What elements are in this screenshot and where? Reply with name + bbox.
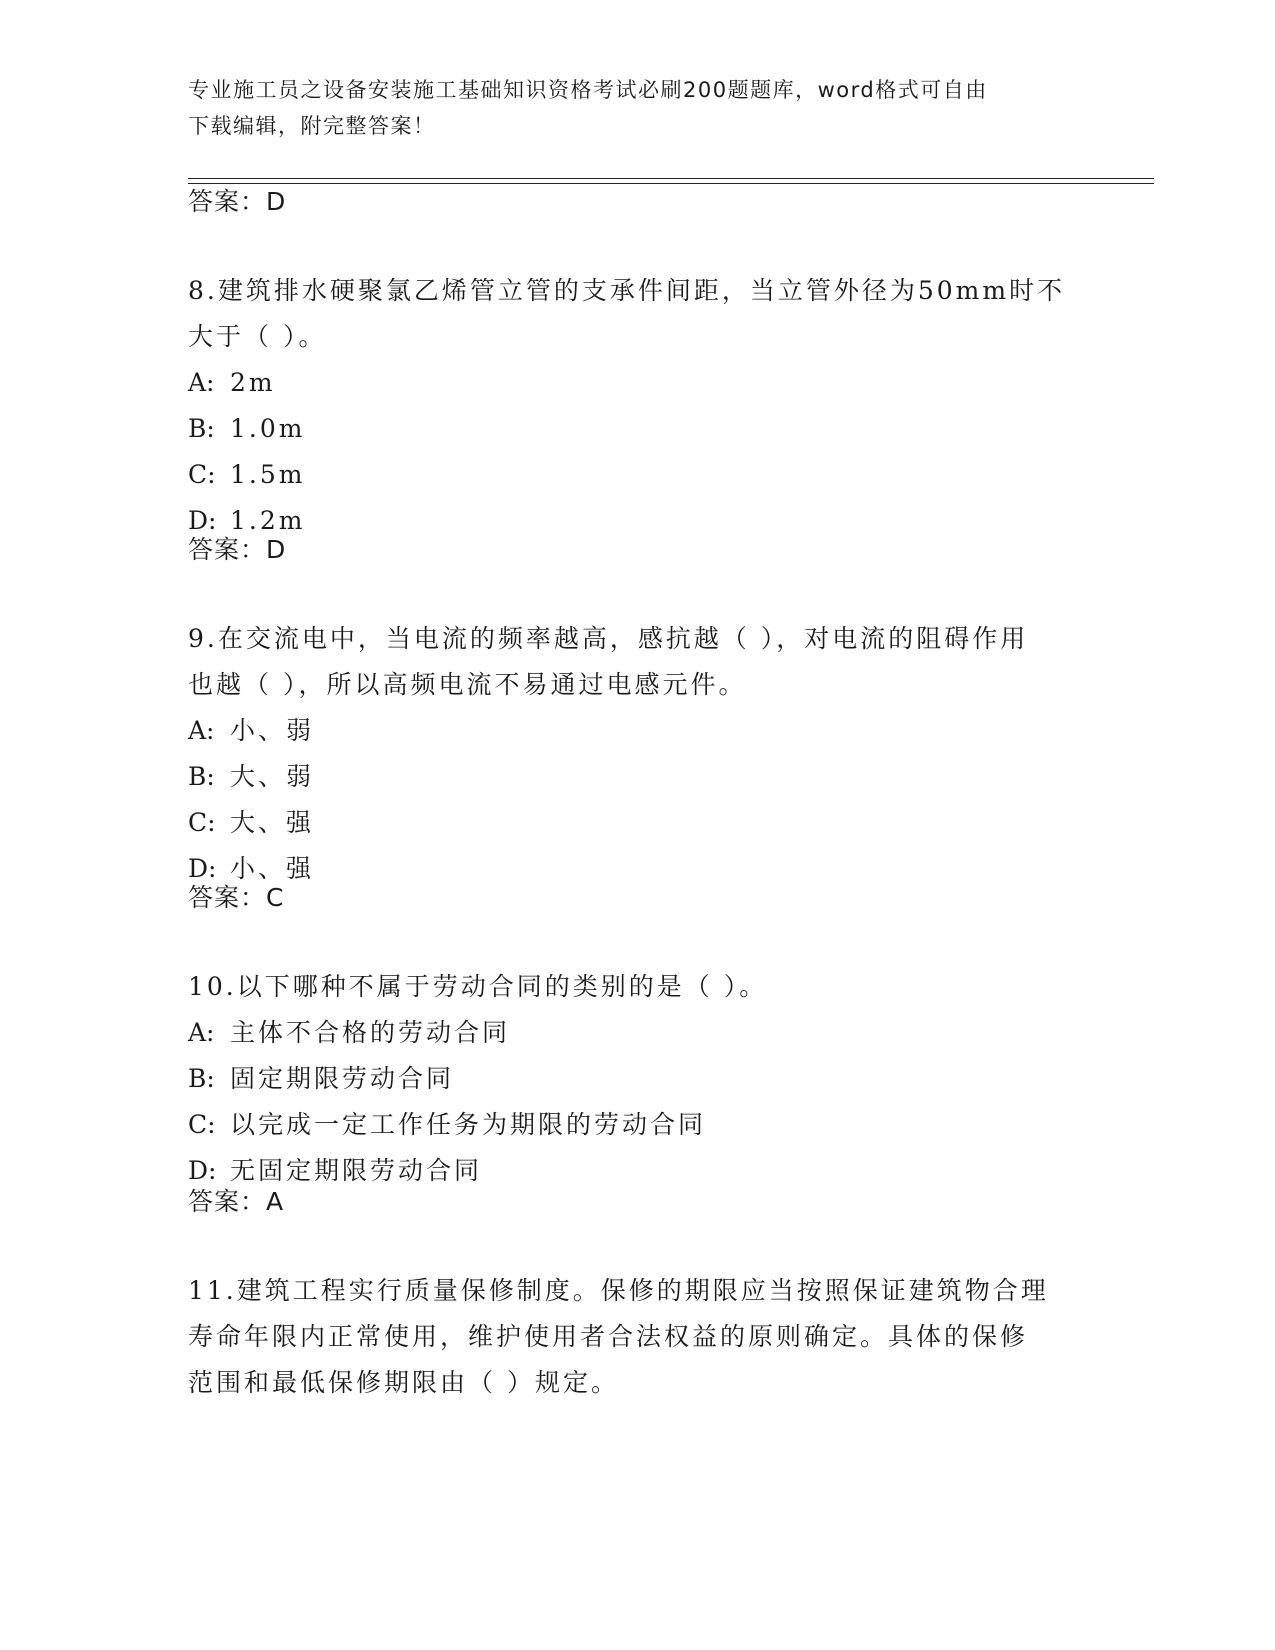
- option-c: [188, 452, 1088, 498]
- page-header: [188, 72, 1088, 144]
- option-key: A:: [188, 716, 215, 745]
- option-key: D:: [188, 854, 217, 883]
- option-text: 小、强: [230, 854, 315, 883]
- question-text-line: 范围和最低保修期限由（ ）规定。: [188, 1368, 619, 1397]
- option-text: 大、弱: [230, 762, 315, 791]
- option-text: 2m: [230, 368, 276, 397]
- option-key: C:: [188, 460, 216, 489]
- option-c: [188, 1102, 1088, 1148]
- answer-9: 答案：C: [188, 883, 285, 912]
- header-divider-top: [188, 178, 1154, 179]
- option-key: A:: [188, 1018, 215, 1047]
- option-key: A:: [188, 368, 215, 397]
- option-b: [188, 754, 1088, 800]
- header-line-1: 专业施工员之设备安装施工基础知识资格考试必刷200题题库，word格式可自由: [188, 78, 988, 102]
- option-text: 以完成一定工作任务为期限的劳动合同: [230, 1110, 707, 1139]
- question-text-line: 8.建筑排水硬聚氯乙烯管立管的支承件间距，当立管外径为50mm时不: [188, 276, 1066, 305]
- question-text-line: 11.建筑工程实行质量保修制度。保修的期限应当按照保证建筑物合理: [188, 1276, 1049, 1305]
- question-10: [188, 964, 1088, 1194]
- question-text-line: 9.在交流电中，当电流的频率越高，感抗越（ ），对电流的阻碍作用: [188, 624, 1029, 653]
- option-text: 小、弱: [230, 716, 315, 745]
- option-key: B:: [188, 1064, 215, 1093]
- option-a: [188, 360, 1088, 406]
- option-text: 1.2m: [230, 506, 306, 535]
- option-key: B:: [188, 762, 215, 791]
- question-9: [188, 616, 1088, 892]
- question-text-line: 寿命年限内正常使用，维护使用者合法权益的原则确定。具体的保修: [188, 1322, 1029, 1351]
- option-a: [188, 708, 1088, 754]
- option-key: D:: [188, 1156, 217, 1185]
- option-key: B:: [188, 414, 215, 443]
- option-text: 固定期限劳动合同: [230, 1064, 455, 1093]
- option-c: [188, 800, 1088, 846]
- question-text-line: 大于（ ）。: [188, 322, 327, 351]
- question-text-line: 也越（ ），所以高频电流不易通过电感元件。: [188, 670, 747, 699]
- option-text: 主体不合格的劳动合同: [230, 1018, 511, 1047]
- option-key: C:: [188, 808, 216, 837]
- option-a: [188, 1010, 1088, 1056]
- question-11: [188, 1268, 1088, 1406]
- option-text: 无固定期限劳动合同: [230, 1156, 483, 1185]
- answer-8: 答案：D: [188, 535, 287, 564]
- option-key: C:: [188, 1110, 216, 1139]
- option-b: [188, 1056, 1088, 1102]
- question-text-line: 10.以下哪种不属于劳动合同的类别的是（ ）。: [188, 972, 768, 1001]
- question-8: [188, 268, 1088, 544]
- header-line-2: 下载编辑，附完整答案！: [188, 114, 436, 138]
- option-text: 大、强: [230, 808, 315, 837]
- option-text: 1.5m: [230, 460, 306, 489]
- option-b: [188, 406, 1088, 452]
- option-key: D:: [188, 506, 217, 535]
- answer-prev: 答案：D: [188, 187, 287, 216]
- option-text: 1.0m: [230, 414, 306, 443]
- answer-10: 答案：A: [188, 1187, 285, 1216]
